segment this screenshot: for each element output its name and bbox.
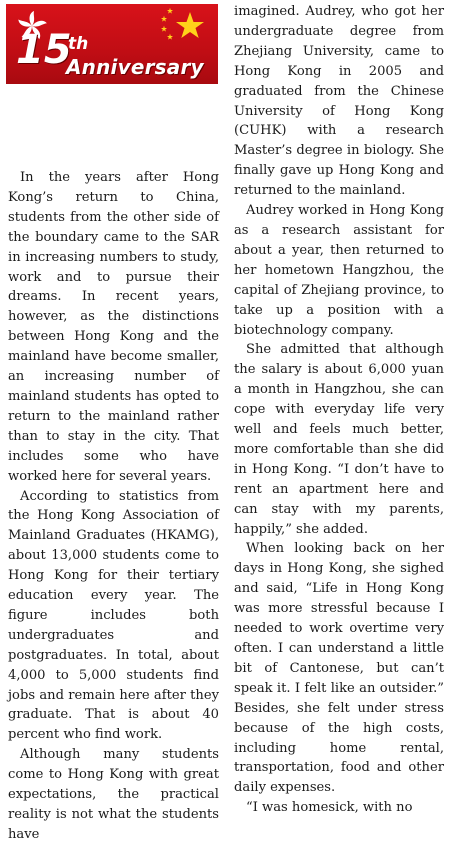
paragraph: “I was homesick, with no bbox=[246, 800, 413, 816]
paragraph: imagined. Audrey, who got her undergraduate degree from Zhejiang University, came to Hong Kong in 2005 and graduated from the Chinese University of Hong Kong (CUHK) with a research Master’s degree in biology. She finally gave up Hong Kong and returned to the mainland. bbox=[234, 4, 444, 199]
paragraph: Audrey worked in Hong Kong as a research assistant for about a year, then returned to her hometown Hangzhou, the capital of Zhejiang province, to take up a position with a biotechnology company. bbox=[234, 203, 444, 338]
anniversary-ordinal: th bbox=[68, 34, 89, 54]
paragraph: According to statistics from the Hong Kong Association of Mainland Graduates (HKAMG), about 13,000 students come to Hong Kong for their tertiary education every year. The figure includes both undergraduates and postgraduates. In total, about 4,000 to 5,000 students find jobs and remain here after they graduate. That is about 40 percent who find work. bbox=[8, 488, 219, 743]
five-star-flag-icon bbox=[130, 8, 210, 44]
anniversary-word: Anniversary bbox=[66, 55, 204, 79]
paragraph: In the years after Hong Kong’s return to China, students from the other side of the boundary came to the SAR in increasing numbers to study, work and to pursue their dreams. In recent years, however, as the distinctions between Hong Kong and the mainland have become smaller, an increasing number of mainland students has opted to return to the mainland rather than to stay in the city. That includes some who have worked here for several years. bbox=[8, 170, 219, 484]
paragraph: Although many students come to Hong Kong with great expectations, the practical reality is not what the students have bbox=[8, 747, 219, 842]
paragraph: When looking back on her days in Hong Kong, she sighed and said, “Life in Hong Kong was more stressful because I needed to work overtime very often. I can understand a little bit of Cantonese, but can’t speak it. I felt like an outsider.” Besides, she felt under stress because of the high costs, including home rental, transportation, food and other daily expenses. bbox=[234, 541, 444, 796]
article-column-1 bbox=[8, 168, 219, 845]
anniversary-number: 15 bbox=[16, 27, 72, 73]
anniversary-banner bbox=[6, 4, 218, 84]
paragraph: She admitted that although the salary is about 6,000 yuan a month in Hangzhou, she can cope with everyday life very well and feels much better, more comfortable than she did in Hong Kong. “I don’t have to rent an apartment here and can stay with my parents, happily,” she added. bbox=[234, 342, 444, 537]
article-column-2 bbox=[234, 2, 444, 818]
